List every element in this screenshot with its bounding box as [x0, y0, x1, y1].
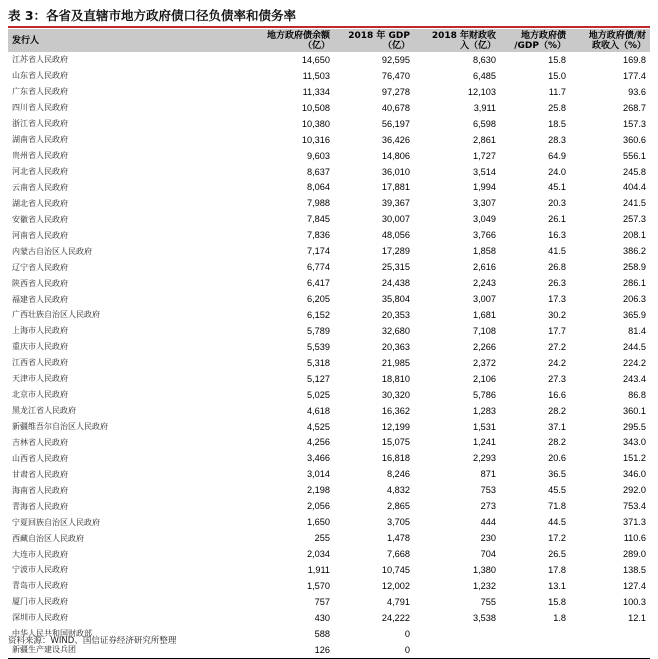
- cell-balance: 5,025: [307, 389, 330, 400]
- cell-issuer: 甘肃省人民政府: [12, 469, 68, 479]
- cell-balance: 14,650: [301, 54, 330, 65]
- table-row: [8, 132, 650, 148]
- cell-debt-gdp: 45.1: [548, 182, 566, 193]
- cell-revenue: 3,766: [473, 230, 496, 241]
- table-title: 表 3：各省及直辖市地方政府债口径负债率和债务率: [8, 8, 297, 23]
- header-revenue-line1: 2018 年财政收: [431, 30, 496, 41]
- cell-debt-revenue: 127.4: [623, 580, 646, 591]
- cell-debt-gdp: 16.3: [548, 230, 566, 241]
- cell-debt-gdp: 15.8: [548, 54, 566, 65]
- cell-balance: 2,034: [307, 549, 330, 560]
- cell-revenue: 3,049: [473, 214, 496, 225]
- cell-debt-gdp: 13.1: [548, 580, 566, 591]
- cell-revenue: 1,727: [473, 150, 496, 161]
- table-row: [8, 52, 650, 68]
- cell-debt-revenue: 292.0: [623, 485, 646, 496]
- cell-gdp: 32,680: [381, 325, 410, 336]
- cell-gdp: 25,315: [381, 262, 410, 273]
- cell-gdp: 10,745: [381, 564, 410, 575]
- cell-debt-revenue: [570, 626, 650, 642]
- table-body: [8, 52, 650, 658]
- cell-issuer: 河南省人民政府: [12, 230, 68, 240]
- table-row: [8, 323, 650, 339]
- cell-gdp: 24,438: [381, 278, 410, 289]
- cell-gdp: 36,426: [381, 134, 410, 145]
- cell-debt-gdp: 44.5: [548, 517, 566, 528]
- cell-revenue: 2,243: [473, 278, 496, 289]
- cell-issuer: 广西壮族自治区人民政府: [12, 310, 100, 320]
- cell-gdp: 12,199: [381, 421, 410, 432]
- cell-revenue: 1,681: [473, 309, 496, 320]
- cell-issuer: 贵州省人民政府: [12, 151, 68, 161]
- header-debt-gdp: [500, 29, 570, 52]
- cell-revenue: 2,616: [473, 262, 496, 273]
- cell-debt-gdp: 28.2: [548, 405, 566, 416]
- cell-issuer: 山西省人民政府: [12, 453, 68, 463]
- cell-balance: 1,911: [307, 564, 330, 575]
- cell-issuer: 江苏省人民政府: [12, 55, 68, 65]
- cell-revenue: 1,380: [473, 564, 496, 575]
- cell-gdp: 1,478: [387, 533, 410, 544]
- table-header-row: [8, 29, 650, 52]
- table-row: [8, 371, 650, 387]
- cell-balance: 126: [248, 642, 334, 658]
- cell-debt-gdp: 26.1: [548, 214, 566, 225]
- cell-balance: 10,508: [301, 102, 330, 113]
- header-debt-revenue-line1: 地方政府债/财: [588, 30, 646, 41]
- cell-debt-gdp: 26.8: [548, 262, 566, 273]
- cell-debt-revenue: 151.2: [623, 453, 646, 464]
- cell-balance: 4,618: [307, 405, 330, 416]
- header-debt-revenue: [570, 29, 650, 52]
- cell-issuer: 山东省人民政府: [12, 71, 68, 81]
- cell-revenue: 3,514: [473, 166, 496, 177]
- cell-gdp: 35,804: [381, 294, 410, 305]
- cell-debt-revenue: 208.1: [623, 230, 646, 241]
- table-row: [8, 164, 650, 180]
- cell-debt-revenue: 371.3: [623, 517, 646, 528]
- cell-issuer: 福建省人民政府: [12, 294, 68, 304]
- cell-issuer: 陕西省人民政府: [12, 278, 68, 288]
- cell-issuer: 青海省人民政府: [12, 501, 68, 511]
- cell-gdp: 12,002: [381, 580, 410, 591]
- cell-debt-revenue: 257.3: [623, 214, 646, 225]
- cell-balance: 255: [314, 533, 330, 544]
- cell-balance: 11,334: [302, 86, 330, 97]
- cell-debt-revenue: 100.3: [623, 596, 646, 607]
- header-gdp: [334, 29, 414, 52]
- cell-debt-revenue: 93.6: [628, 86, 646, 97]
- cell-debt-revenue: 365.9: [623, 309, 646, 320]
- cell-revenue: 8,630: [473, 54, 496, 65]
- cell-debt-gdp: 71.8: [548, 501, 566, 512]
- table-row: [8, 594, 650, 610]
- cell-debt-revenue: 243.4: [623, 373, 646, 384]
- cell-debt-gdp: 15.8: [548, 596, 566, 607]
- cell-debt-revenue: 241.5: [623, 198, 646, 209]
- header-balance-line2: （亿）: [302, 40, 330, 51]
- cell-balance: 757: [314, 596, 330, 607]
- table-row: [8, 546, 650, 562]
- cell-gdp: 3,705: [387, 517, 410, 528]
- cell-gdp: 0: [404, 628, 410, 639]
- cell-balance: 10,380: [301, 118, 330, 129]
- table-row: [8, 100, 650, 116]
- cell-issuer: 宁夏回族自治区人民政府: [12, 517, 100, 527]
- table-row: [8, 68, 650, 84]
- cell-debt-gdp: 17.8: [548, 564, 566, 575]
- cell-gdp: 48,056: [381, 230, 410, 241]
- cell-debt-gdp: 24.2: [548, 357, 566, 368]
- cell-debt-revenue: 81.4: [628, 325, 646, 336]
- source-note: 资料来源：WIND、国信证券经济研究所整理: [8, 636, 177, 646]
- cell-revenue: 6,485: [473, 70, 496, 81]
- cell-gdp: 20,353: [381, 309, 410, 320]
- cell-balance: 3,466: [307, 453, 330, 464]
- cell-balance: 4,525: [307, 421, 330, 432]
- cell-debt-gdp: 17.7: [548, 325, 566, 336]
- cell-revenue: 7,108: [473, 325, 496, 336]
- cell-debt-revenue: 386.2: [623, 246, 646, 257]
- cell-debt-gdp: 20.3: [548, 198, 566, 209]
- cell-balance: 11,503: [302, 70, 330, 81]
- cell-revenue: 3,307: [473, 198, 496, 209]
- cell-debt-revenue: 753.4: [623, 501, 646, 512]
- cell-issuer: 云南省人民政府: [12, 182, 68, 192]
- table-row: [8, 403, 650, 419]
- table-row: [8, 419, 650, 435]
- header-debt-revenue-line2: 政收入（%）: [591, 40, 646, 51]
- cell-debt-gdp: 41.5: [548, 246, 566, 257]
- cell-issuer: 海南省人民政府: [12, 485, 68, 495]
- cell-revenue: 2,861: [473, 134, 496, 145]
- cell-gdp: 7,668: [387, 549, 410, 560]
- header-balance-line1: 地方政府债余额: [266, 30, 330, 41]
- cell-gdp: 56,197: [381, 118, 410, 129]
- cell-issuer: 宁波市人民政府: [12, 565, 68, 575]
- cell-issuer: 中华人民共和国财政部: [12, 629, 92, 639]
- cell-debt-revenue: 138.5: [623, 564, 646, 575]
- cell-balance: 1,570: [307, 580, 330, 591]
- cell-debt-gdp: 30.2: [548, 309, 566, 320]
- cell-debt-gdp: 27.3: [548, 373, 566, 384]
- cell-debt-gdp: 20.6: [548, 453, 566, 464]
- cell-gdp: 17,881: [381, 182, 410, 193]
- header-revenue: [414, 29, 500, 52]
- cell-revenue: 3,538: [473, 612, 496, 623]
- cell-debt-revenue: 245.8: [623, 166, 646, 177]
- cell-issuer: 新疆维吾尔自治区人民政府: [12, 422, 108, 432]
- header-gdp-line2: （亿）: [382, 40, 410, 51]
- cell-issuer: 四川省人民政府: [12, 103, 68, 113]
- cell-revenue: [414, 626, 500, 642]
- table-row: [8, 243, 650, 259]
- header-revenue-line2: 入（亿）: [459, 40, 496, 51]
- cell-gdp: 97,278: [381, 86, 410, 97]
- cell-revenue: 444: [480, 517, 496, 528]
- cell-debt-gdp: 36.5: [548, 469, 566, 480]
- cell-balance: 5,539: [307, 341, 330, 352]
- cell-balance: 2,198: [307, 485, 330, 496]
- cell-debt-revenue: 157.3: [623, 118, 646, 129]
- cell-debt-gdp: 16.6: [548, 389, 566, 400]
- cell-debt-gdp: 28.3: [548, 134, 566, 145]
- table-row: [8, 148, 650, 164]
- cell-balance: 5,789: [307, 325, 330, 336]
- cell-debt-gdp: 25.8: [548, 102, 566, 113]
- cell-issuer: 天津市人民政府: [12, 374, 68, 384]
- table-row: [8, 211, 650, 227]
- cell-revenue: 2,106: [473, 373, 496, 384]
- cell-gdp: 21,985: [381, 357, 410, 368]
- cell-issuer: 湖北省人民政府: [12, 198, 68, 208]
- cell-debt-revenue: 343.0: [623, 437, 646, 448]
- cell-debt-revenue: 169.8: [623, 54, 646, 65]
- table-row: [8, 259, 650, 275]
- cell-gdp: 40,678: [381, 102, 410, 113]
- cell-debt-revenue: 268.7: [623, 102, 646, 113]
- cell-debt-gdp: 17.2: [548, 533, 566, 544]
- cell-gdp: 0: [334, 642, 414, 658]
- debt-ratio-table: [8, 29, 650, 659]
- cell-debt-gdp: 24.0: [548, 166, 566, 177]
- cell-revenue: 1,994: [473, 182, 496, 193]
- cell-issuer: 吉林省人民政府: [12, 437, 68, 447]
- table-row: [8, 307, 650, 323]
- cell-revenue: 2,293: [473, 453, 496, 464]
- table-row: [8, 339, 650, 355]
- cell-debt-gdp: 1.8: [553, 612, 566, 623]
- cell-balance: 8,637: [307, 166, 330, 177]
- cell-revenue: 230: [480, 533, 496, 544]
- cell-debt-revenue: 360.1: [623, 405, 646, 416]
- table-row: [8, 275, 650, 291]
- cell-gdp: 4,832: [387, 485, 410, 496]
- table-row: [8, 514, 650, 530]
- cell-issuer: 浙江省人民政府: [12, 119, 68, 129]
- cell-debt-revenue: 206.3: [623, 294, 646, 305]
- table-row: [8, 530, 650, 546]
- table-row: [8, 578, 650, 594]
- cell-revenue: 5,786: [473, 389, 496, 400]
- cell-issuer: 河北省人民政府: [12, 167, 68, 177]
- cell-gdp: 39,367: [381, 198, 410, 209]
- table-row: [8, 180, 650, 196]
- cell-issuer: 湖南省人民政府: [12, 135, 68, 145]
- cell-debt-gdp: [500, 626, 570, 642]
- cell-debt-gdp: 11.7: [548, 86, 566, 97]
- cell-balance: 6,417: [307, 278, 330, 289]
- cell-balance: 4,256: [307, 437, 330, 448]
- cell-gdp: 24,222: [381, 612, 410, 623]
- header-debt-gdp-line2: /GDP（%）: [514, 40, 566, 51]
- cell-debt-gdp: 27.2: [548, 341, 566, 352]
- cell-balance: 3,014: [307, 469, 330, 480]
- cell-balance: 5,318: [307, 357, 330, 368]
- cell-balance: 6,152: [307, 309, 330, 320]
- cell-balance: 588: [314, 628, 330, 639]
- cell-balance: 1,650: [307, 517, 330, 528]
- cell-issuer: 内蒙古自治区人民政府: [12, 246, 92, 256]
- cell-debt-revenue: 556.1: [623, 150, 646, 161]
- cell-gdp: 92,595: [381, 54, 410, 65]
- cell-balance: 8,064: [307, 182, 330, 193]
- cell-debt-revenue: 86.8: [628, 389, 646, 400]
- cell-debt-gdp: 15.0: [548, 70, 566, 81]
- cell-gdp: 2,865: [387, 501, 410, 512]
- cell-debt-gdp: 28.2: [548, 437, 566, 448]
- cell-gdp: 17,289: [381, 246, 410, 257]
- cell-balance: 5,127: [307, 373, 330, 384]
- cell-revenue: 755: [480, 596, 496, 607]
- cell-balance: 2,056: [307, 501, 330, 512]
- cell-debt-revenue: 177.4: [623, 70, 646, 81]
- cell-debt-gdp: 18.5: [548, 118, 566, 129]
- cell-revenue: 1,241: [473, 437, 496, 448]
- table-row: [8, 116, 650, 132]
- cell-balance: 6,774: [307, 262, 330, 273]
- cell-gdp: 30,320: [381, 389, 410, 400]
- cell-issuer: 厦门市人民政府: [12, 597, 68, 607]
- cell-issuer: 江西省人民政府: [12, 358, 68, 368]
- cell-debt-revenue: 404.4: [623, 182, 646, 193]
- cell-gdp: 15,075: [381, 437, 410, 448]
- table-row: [8, 482, 650, 498]
- cell-gdp: 4,791: [387, 596, 410, 607]
- cell-gdp: 8,246: [387, 469, 410, 480]
- cell-revenue: 1,858: [473, 246, 496, 257]
- cell-revenue: 273: [480, 501, 496, 512]
- cell-debt-revenue: 224.2: [623, 357, 646, 368]
- cell-balance: 7,845: [307, 214, 330, 225]
- cell-issuer: 重庆市人民政府: [12, 342, 68, 352]
- cell-debt-gdp: 64.9: [548, 150, 566, 161]
- title-rule: [8, 26, 650, 28]
- cell-issuer: 辽宁省人民政府: [12, 262, 68, 272]
- cell-revenue: 2,372: [473, 357, 496, 368]
- cell-debt-gdp: 26.5: [548, 549, 566, 560]
- header-gdp-line1: 2018 年 GDP: [348, 30, 410, 41]
- cell-debt-revenue: 360.6: [623, 134, 646, 145]
- table-row: [8, 227, 650, 243]
- table-row: [8, 387, 650, 403]
- cell-balance: 10,316: [301, 134, 330, 145]
- cell-gdp: 30,007: [381, 214, 410, 225]
- cell-gdp: 16,818: [381, 453, 410, 464]
- cell-issuer: 西藏自治区人民政府: [12, 533, 84, 543]
- table-row: [8, 450, 650, 466]
- cell-debt-revenue: 289.0: [623, 549, 646, 560]
- cell-debt-revenue: 12.1: [628, 612, 646, 623]
- table-row: [8, 498, 650, 514]
- table-row: [8, 562, 650, 578]
- cell-revenue: 1,531: [473, 421, 496, 432]
- cell-revenue: 3,911: [473, 102, 496, 113]
- cell-issuer: 深圳市人民政府: [12, 613, 68, 623]
- header-debt-gdp-line1: 地方政府债: [520, 30, 566, 41]
- cell-balance: 430: [314, 612, 330, 623]
- cell-debt-revenue: 244.5: [623, 341, 646, 352]
- table-row: [8, 466, 650, 482]
- cell-revenue: 12,103: [467, 86, 496, 97]
- cell-issuer: 青岛市人民政府: [12, 581, 68, 591]
- cell-debt-revenue: 258.9: [623, 262, 646, 273]
- cell-debt-gdp: 45.5: [548, 485, 566, 496]
- cell-debt-revenue: 110.6: [623, 533, 646, 544]
- cell-gdp: 18,810: [381, 373, 410, 384]
- cell-revenue: 3,007: [473, 294, 496, 305]
- cell-revenue: 2,266: [473, 341, 496, 352]
- cell-balance: 9,603: [307, 150, 330, 161]
- table-row: [8, 610, 650, 626]
- cell-issuer: 黑龙江省人民政府: [12, 406, 76, 416]
- table-row: [8, 435, 650, 451]
- cell-issuer: 新疆生产建设兵团: [8, 642, 248, 658]
- cell-gdp: 76,470: [381, 70, 410, 81]
- cell-revenue: 1,283: [473, 405, 496, 416]
- cell-revenue: 704: [480, 549, 496, 560]
- cell-revenue: 1,232: [473, 580, 496, 591]
- header-balance: [248, 29, 334, 52]
- cell-balance: 6,205: [307, 294, 330, 305]
- cell-balance: 7,174: [307, 246, 330, 257]
- cell-issuer: 安徽省人民政府: [12, 214, 68, 224]
- cell-debt-revenue: 295.5: [623, 421, 646, 432]
- cell-debt-revenue: 286.1: [623, 278, 646, 289]
- table-row: [8, 291, 650, 307]
- cell-debt-revenue: 346.0: [623, 469, 646, 480]
- cell-debt-gdp: 26.3: [548, 278, 566, 289]
- table-row: [8, 84, 650, 100]
- cell-balance: 7,836: [307, 230, 330, 241]
- header-issuer: 发行人: [8, 29, 248, 52]
- cell-debt-gdp: 17.3: [548, 294, 566, 305]
- cell-gdp: 20,363: [381, 341, 410, 352]
- cell-issuer: 大连市人民政府: [12, 549, 68, 559]
- cell-issuer: 北京市人民政府: [12, 390, 68, 400]
- table-row: [8, 355, 650, 371]
- cell-revenue: 871: [480, 469, 496, 480]
- cell-gdp: 16,362: [381, 405, 410, 416]
- cell-debt-gdp: 37.1: [548, 421, 566, 432]
- cell-revenue: 753: [480, 485, 496, 496]
- cell-gdp: 36,010: [381, 166, 410, 177]
- cell-revenue: 6,598: [473, 118, 496, 129]
- cell-issuer: 上海市人民政府: [12, 326, 68, 336]
- cell-gdp: 14,806: [381, 150, 410, 161]
- table-row: [8, 195, 650, 211]
- cell-balance: 7,988: [307, 198, 330, 209]
- cell-issuer: 广东省人民政府: [12, 87, 68, 97]
